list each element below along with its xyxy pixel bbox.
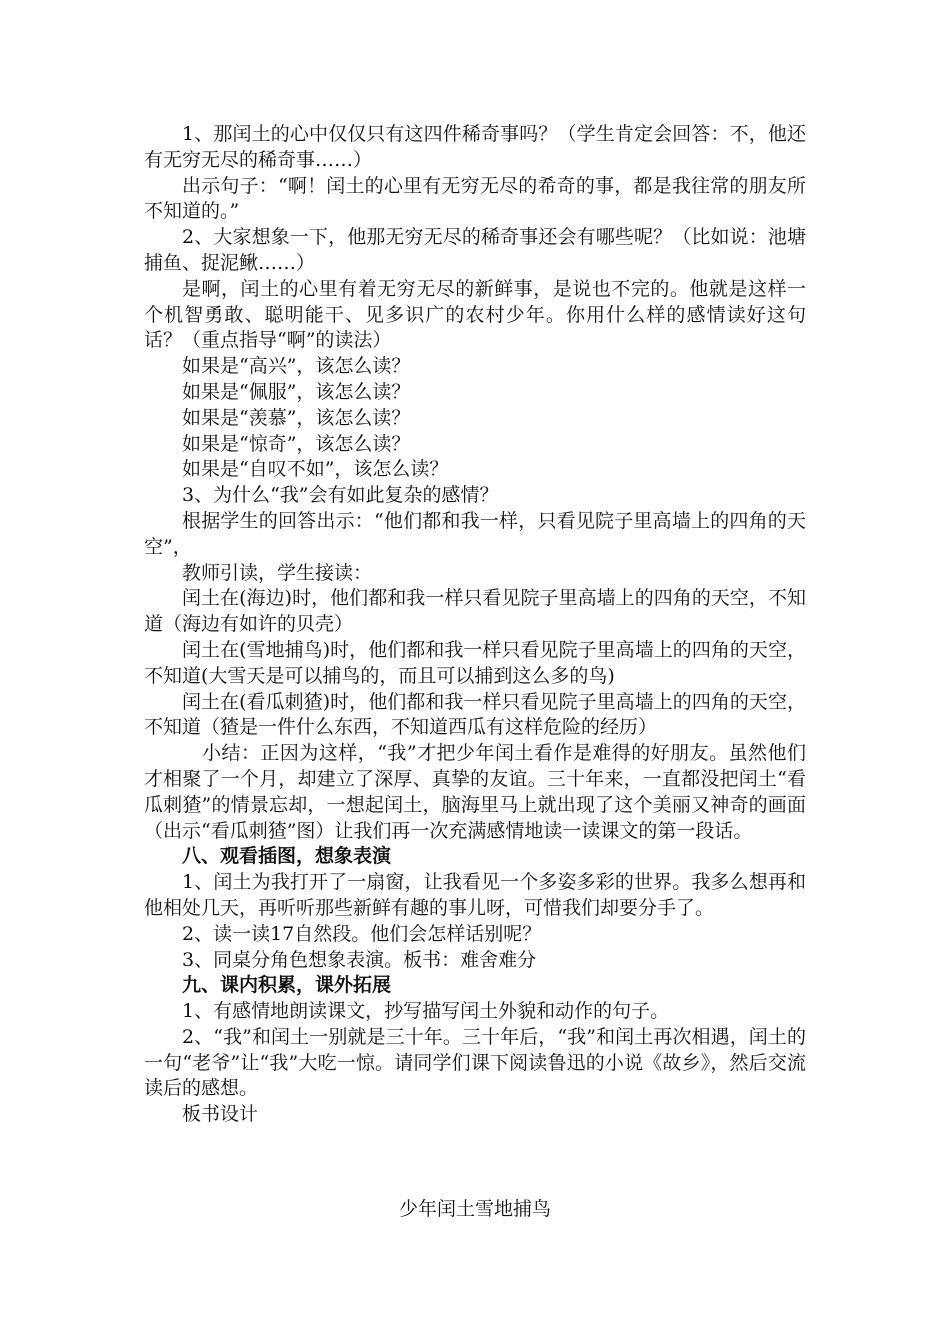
paragraph: 出示句子：“啊！闰土的心里有无穷无尽的希奇的事，都是我往常的朋友所不知道的。” bbox=[144, 174, 806, 223]
paragraph: 闰土在(海边)时，他们都和我一样只看见院子里高墙上的四角的天空，不知道（海边有如许的贝壳） bbox=[144, 587, 806, 636]
paragraph: 1、闰土为我打开了一扇窗，让我看见一个多姿多彩的世界。我多么想再和他相处几天，再听听那些新鲜有趣的事儿呀，可惜我们却要分手了。 bbox=[144, 871, 806, 919]
summary-paragraph: 小结：正因为这样，“我”才把少年闰土看作是难得的好朋友。虽然他们才相聚了一个月，却建立了深厚、真挚的友谊。三十年来，一直都没把闰土“看瓜刺猹”的情景忘却，一想起闰土，脑海里马上就出现了这个美丽又神奇的画面（出示“看瓜刺猹”图）让我们再一次充满感情地读一读课文的第一段话。 bbox=[144, 742, 806, 842]
paragraph: 根据学生的回答出示：“他们都和我一样，只看见院子里高墙上的四角的天空”， bbox=[144, 509, 806, 558]
paragraph: 闰土在(雪地捕鸟)时，他们都和我一样只看见院子里高墙上的四角的天空，不知道(大雪天是可以捕鸟的，而且可以捕到这么多的鸟) bbox=[144, 638, 806, 687]
paragraph: 如果是“佩服”，该怎么读？ bbox=[182, 380, 411, 403]
paragraph: 3、同桌分角色想象表演。板书：难舍难分 bbox=[182, 948, 537, 971]
section-heading: 八、观看插图，想象表演 bbox=[182, 845, 392, 868]
paragraph: 如果是“惊奇”，该怎么读？ bbox=[182, 432, 411, 455]
paragraph: 如果是“羡慕”，该怎么读？ bbox=[182, 406, 411, 429]
paragraph: 如果是“自叹不如”，该怎么读？ bbox=[182, 458, 449, 481]
paragraph: 闰土在(看瓜刺猹)时，他们都和我一样只看见院子里高墙上的四角的天空，不知道（猹是一件什么东西，不知道西瓜有这样危险的经历） bbox=[144, 690, 806, 739]
paragraph: 是啊，闰土的心里有着无穷无尽的新鲜事，是说也不完的。他就是这样一个机智勇敢、聪明能干、见多识广的农村少年。你用什么样的感情读好这句话？（重点指导“啊”的读法） bbox=[144, 277, 806, 352]
paragraph: 3、为什么“我”会有如此复杂的感情？ bbox=[182, 484, 499, 507]
paragraph: 教师引读，学生接读： bbox=[182, 561, 373, 584]
paragraph: 1、有感情地朗读课文，抄写描写闰土外貌和动作的句子。 bbox=[182, 1000, 670, 1023]
paragraph: 2、读一读17自然段。他们会怎样话别呢？ bbox=[182, 922, 542, 945]
paragraph: 1、那闰土的心中仅仅只有这四件稀奇事吗？（学生肯定会回答：不，他还有无穷无尽的稀奇事……） bbox=[144, 123, 806, 171]
paragraph: 板书设计 bbox=[182, 1103, 259, 1126]
paragraph: 2、“我”和闰土一别就是三十年。三十年后，“我”和闰土再次相遇，闰土的一句“老爷”让“我”大吃一惊。请同学们课下阅读鲁迅的小说《故乡》，然后交流读后的感想。 bbox=[144, 1025, 806, 1100]
section-heading: 九、课内积累，课外拓展 bbox=[182, 974, 392, 997]
board-title: 少年闰土雪地捕鸟 bbox=[398, 1198, 551, 1220]
paragraph: 如果是“高兴”，该怎么读？ bbox=[182, 355, 411, 378]
document-body bbox=[144, 122, 806, 1128]
paragraph: 2、大家想象一下，他那无穷无尽的稀奇事还会有哪些呢？（比如说：池塘捕鱼、捉泥鳅……） bbox=[144, 226, 806, 274]
